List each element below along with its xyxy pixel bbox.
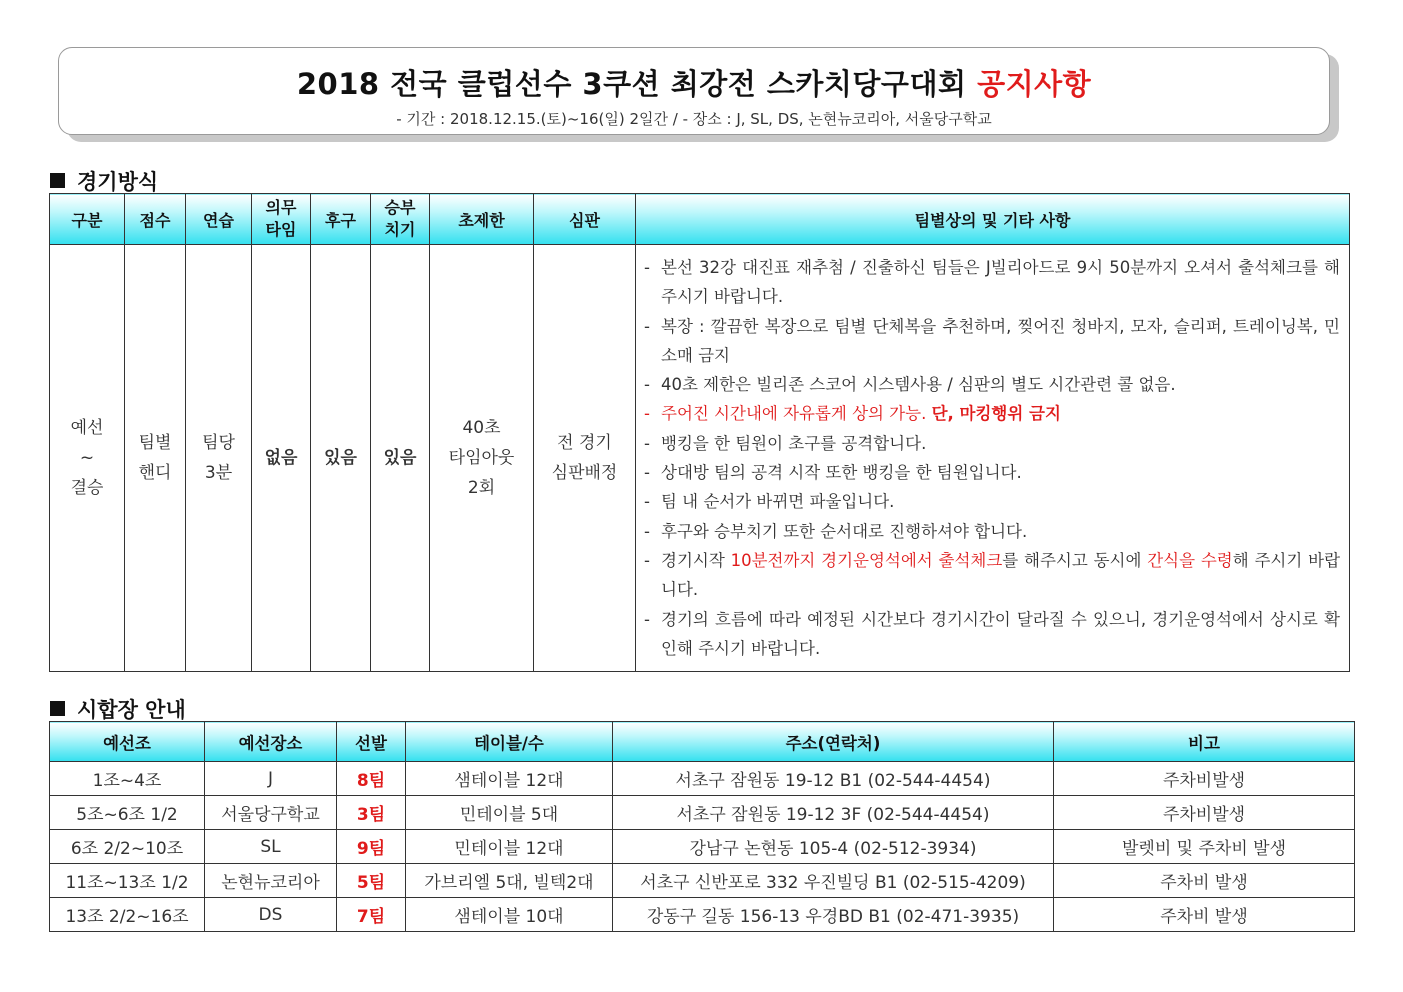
note-dash: - <box>644 404 650 424</box>
page-title <box>59 62 1329 103</box>
note-text: 팀 내 순서가 바뀌면 파울입니다. <box>661 492 895 512</box>
category-line1: 예선 <box>70 418 104 439</box>
note-dash: - <box>644 258 650 277</box>
cell-address: 서초구 신반포로 332 우진빌딩 B1 (02-515-4209) <box>613 864 1054 898</box>
note-text-part: 해 주시기 바랍니다. <box>661 550 1341 600</box>
note-text-part: 주어진 시간내에 자유롭게 상의 가능. <box>661 404 932 424</box>
note-text-emphasis: 단, 마킹행위 금지 <box>931 404 1061 424</box>
header-category: 구분 <box>50 194 125 245</box>
note-item <box>644 429 1340 458</box>
cell-practice <box>186 245 252 672</box>
header-group: 예선조 <box>50 722 205 762</box>
note-dash: - <box>644 433 650 453</box>
note-dash: - <box>644 463 650 483</box>
note-text-part: 를 해주시고 동시에 <box>1002 550 1148 570</box>
cell-tables: 민테이블 5대 <box>406 796 613 830</box>
cell-address: 서초구 잠원동 19-12 B1 (02-544-4454) <box>613 762 1054 796</box>
match-row <box>50 245 1350 672</box>
note-text: 본선 32강 대진표 재추첨 / 진출하신 팀들은 J빌리아드로 9시 50분까지 오셔서 출석체크를 해주시기 바랍니다. <box>661 258 1340 307</box>
referee-line1: 전 경기 <box>557 433 612 454</box>
cell-venue: 서울당구학교 <box>205 796 337 830</box>
header-notes: 팀별상의 및 기타 사항 <box>636 194 1350 245</box>
cell-group: 5조~6조 1/2 <box>50 796 205 830</box>
cell-selected: 5팀 <box>337 864 406 898</box>
section-title-match-text: 경기방식 <box>77 170 159 194</box>
cell-selected: 3팀 <box>337 796 406 830</box>
table-row <box>50 762 1355 796</box>
section-title-venue <box>50 694 186 724</box>
header-selected: 선발 <box>337 722 406 762</box>
cell-notes <box>636 245 1350 672</box>
note-dash: - <box>644 375 650 395</box>
shot-clock-line3: 2회 <box>467 478 496 499</box>
cell-referee <box>534 245 636 672</box>
table-row <box>50 830 1355 864</box>
header-remarks: 비고 <box>1054 722 1355 762</box>
header-break: 후구 <box>311 194 371 245</box>
header-mandatory-line1: 의무 <box>265 198 297 217</box>
table-row <box>50 898 1355 932</box>
cell-tables: 샘테이블 10대 <box>406 898 613 932</box>
title-text: 2018 전국 클럽선수 3쿠션 최강전 스카치당구대회 <box>296 67 978 101</box>
cell-tables: 민테이블 12대 <box>406 830 613 864</box>
shot-clock-line1: 40초 <box>462 418 501 439</box>
section-title-match <box>50 166 158 196</box>
header-shot-clock: 초제한 <box>430 194 534 245</box>
header-tables: 테이블/수 <box>406 722 613 762</box>
header-practice: 연습 <box>186 194 252 245</box>
shot-clock-line2: 타임아웃 <box>448 448 515 469</box>
note-text: 뱅킹을 한 팀원이 초구를 공격합니다. <box>661 433 927 453</box>
cell-mandatory: 없음 <box>252 245 311 672</box>
cell-group: 1조~4조 <box>50 762 205 796</box>
note-text: 후구와 승부치기 또한 순서대로 진행하셔야 합니다. <box>661 521 1028 541</box>
header-shootout-line2: 치기 <box>384 220 416 239</box>
note-dash: - <box>644 521 650 541</box>
note-text: 40초 제한은 빌리존 스코어 시스템사용 / 심판의 별도 시간관련 콜 없음. <box>661 375 1176 395</box>
note-item <box>644 399 1340 428</box>
header-venue: 예선장소 <box>205 722 337 762</box>
cell-remarks: 발렛비 및 주차비 발생 <box>1054 830 1355 864</box>
cell-venue: DS <box>205 898 337 932</box>
match-rules-table <box>49 193 1350 672</box>
note-item <box>644 458 1340 487</box>
cell-group: 11조~13조 1/2 <box>50 864 205 898</box>
cell-remarks: 주차비 발생 <box>1054 864 1355 898</box>
score-line2: 핸디 <box>138 463 172 484</box>
cell-group: 13조 2/2~16조 <box>50 898 205 932</box>
table-row <box>50 864 1355 898</box>
header-shootout-line1: 승부 <box>384 198 416 217</box>
cell-selected: 7팀 <box>337 898 406 932</box>
cell-shootout: 있음 <box>371 245 430 672</box>
note-item <box>644 546 1340 605</box>
cell-address: 강남구 논현동 105-4 (02-512-3934) <box>613 830 1054 864</box>
cell-break: 있음 <box>311 245 371 672</box>
note-item <box>644 370 1340 399</box>
bullet-square-icon <box>50 173 65 188</box>
header-mandatory <box>252 194 311 245</box>
score-line1: 팀별 <box>138 433 172 454</box>
note-text <box>661 546 1340 605</box>
cell-tables: 샘테이블 12대 <box>406 762 613 796</box>
cell-remarks: 주차비발생 <box>1054 762 1355 796</box>
cell-remarks: 주차비 발생 <box>1054 898 1355 932</box>
note-dash: - <box>644 492 650 512</box>
note-item <box>644 253 1340 312</box>
note-text: 복장 : 깔끔한 복장으로 팀별 단체복을 추천하며, 찢어진 청바지, 모자, 슬리퍼, 트레이닝복, 민소매 금지 <box>661 316 1340 365</box>
note-item <box>644 487 1340 516</box>
note-text-emphasis: 10분전까지 경기운영석에서 출석체크 <box>730 550 1003 570</box>
referee-line2: 심판배정 <box>551 463 618 484</box>
header-referee: 심판 <box>534 194 636 245</box>
note-item <box>644 517 1340 546</box>
cell-address: 강동구 길동 156-13 우경BD B1 (02-471-3935) <box>613 898 1054 932</box>
cell-selected: 8팀 <box>337 762 406 796</box>
page-subtitle: - 기간 : 2018.12.15.(토)~16(일) 2일간 / - 장소 : J, SL, DS, 논현뉴코리아, 서울당구학교 <box>396 110 992 128</box>
table-row <box>50 796 1355 830</box>
header-shootout <box>371 194 430 245</box>
header-mandatory-line2: 타임 <box>265 220 297 239</box>
category-line2: ~ <box>79 448 95 469</box>
title-highlight: 공지사항 <box>977 67 1092 101</box>
note-dash: - <box>644 316 650 336</box>
bullet-square-icon <box>50 701 65 716</box>
note-item <box>644 312 1340 371</box>
match-header-row <box>50 194 1350 245</box>
header-score: 점수 <box>125 194 186 245</box>
note-text: 상대방 팀의 공격 시작 또한 뱅킹을 한 팀원입니다. <box>661 463 1022 483</box>
note-dash: - <box>644 609 650 629</box>
category-line3: 결승 <box>70 478 104 499</box>
practice-line1: 팀당 <box>202 433 235 454</box>
cell-tables: 가브리엘 5대, 빌텍2대 <box>406 864 613 898</box>
note-dash: - <box>644 550 650 570</box>
venue-header-row <box>50 722 1355 762</box>
cell-venue: SL <box>205 830 337 864</box>
header-address: 주소(연락처) <box>613 722 1054 762</box>
cell-remarks: 주차비발생 <box>1054 796 1355 830</box>
section-title-venue-text: 시합장 안내 <box>77 698 186 722</box>
note-text-emphasis: 간식을 수령 <box>1147 550 1233 570</box>
cell-category <box>50 245 125 672</box>
note-item <box>644 605 1340 664</box>
venue-table <box>49 721 1355 932</box>
cell-venue: 논현뉴코리아 <box>205 864 337 898</box>
cell-selected: 9팀 <box>337 830 406 864</box>
cell-shot-clock <box>430 245 534 672</box>
cell-score <box>125 245 186 672</box>
cell-venue: J <box>205 762 337 796</box>
cell-address: 서초구 잠원동 19-12 3F (02-544-4454) <box>613 796 1054 830</box>
note-text: 경기의 흐름에 따라 예정된 시간보다 경기시간이 달라질 수 있으니, 경기운영석에서 상시로 확인해 주시기 바랍니다. <box>661 609 1340 658</box>
notice-header <box>58 47 1330 135</box>
cell-group: 6조 2/2~10조 <box>50 830 205 864</box>
note-text <box>661 399 1340 428</box>
note-text-part: 경기시작 <box>661 550 731 570</box>
practice-line2: 3분 <box>204 463 233 484</box>
